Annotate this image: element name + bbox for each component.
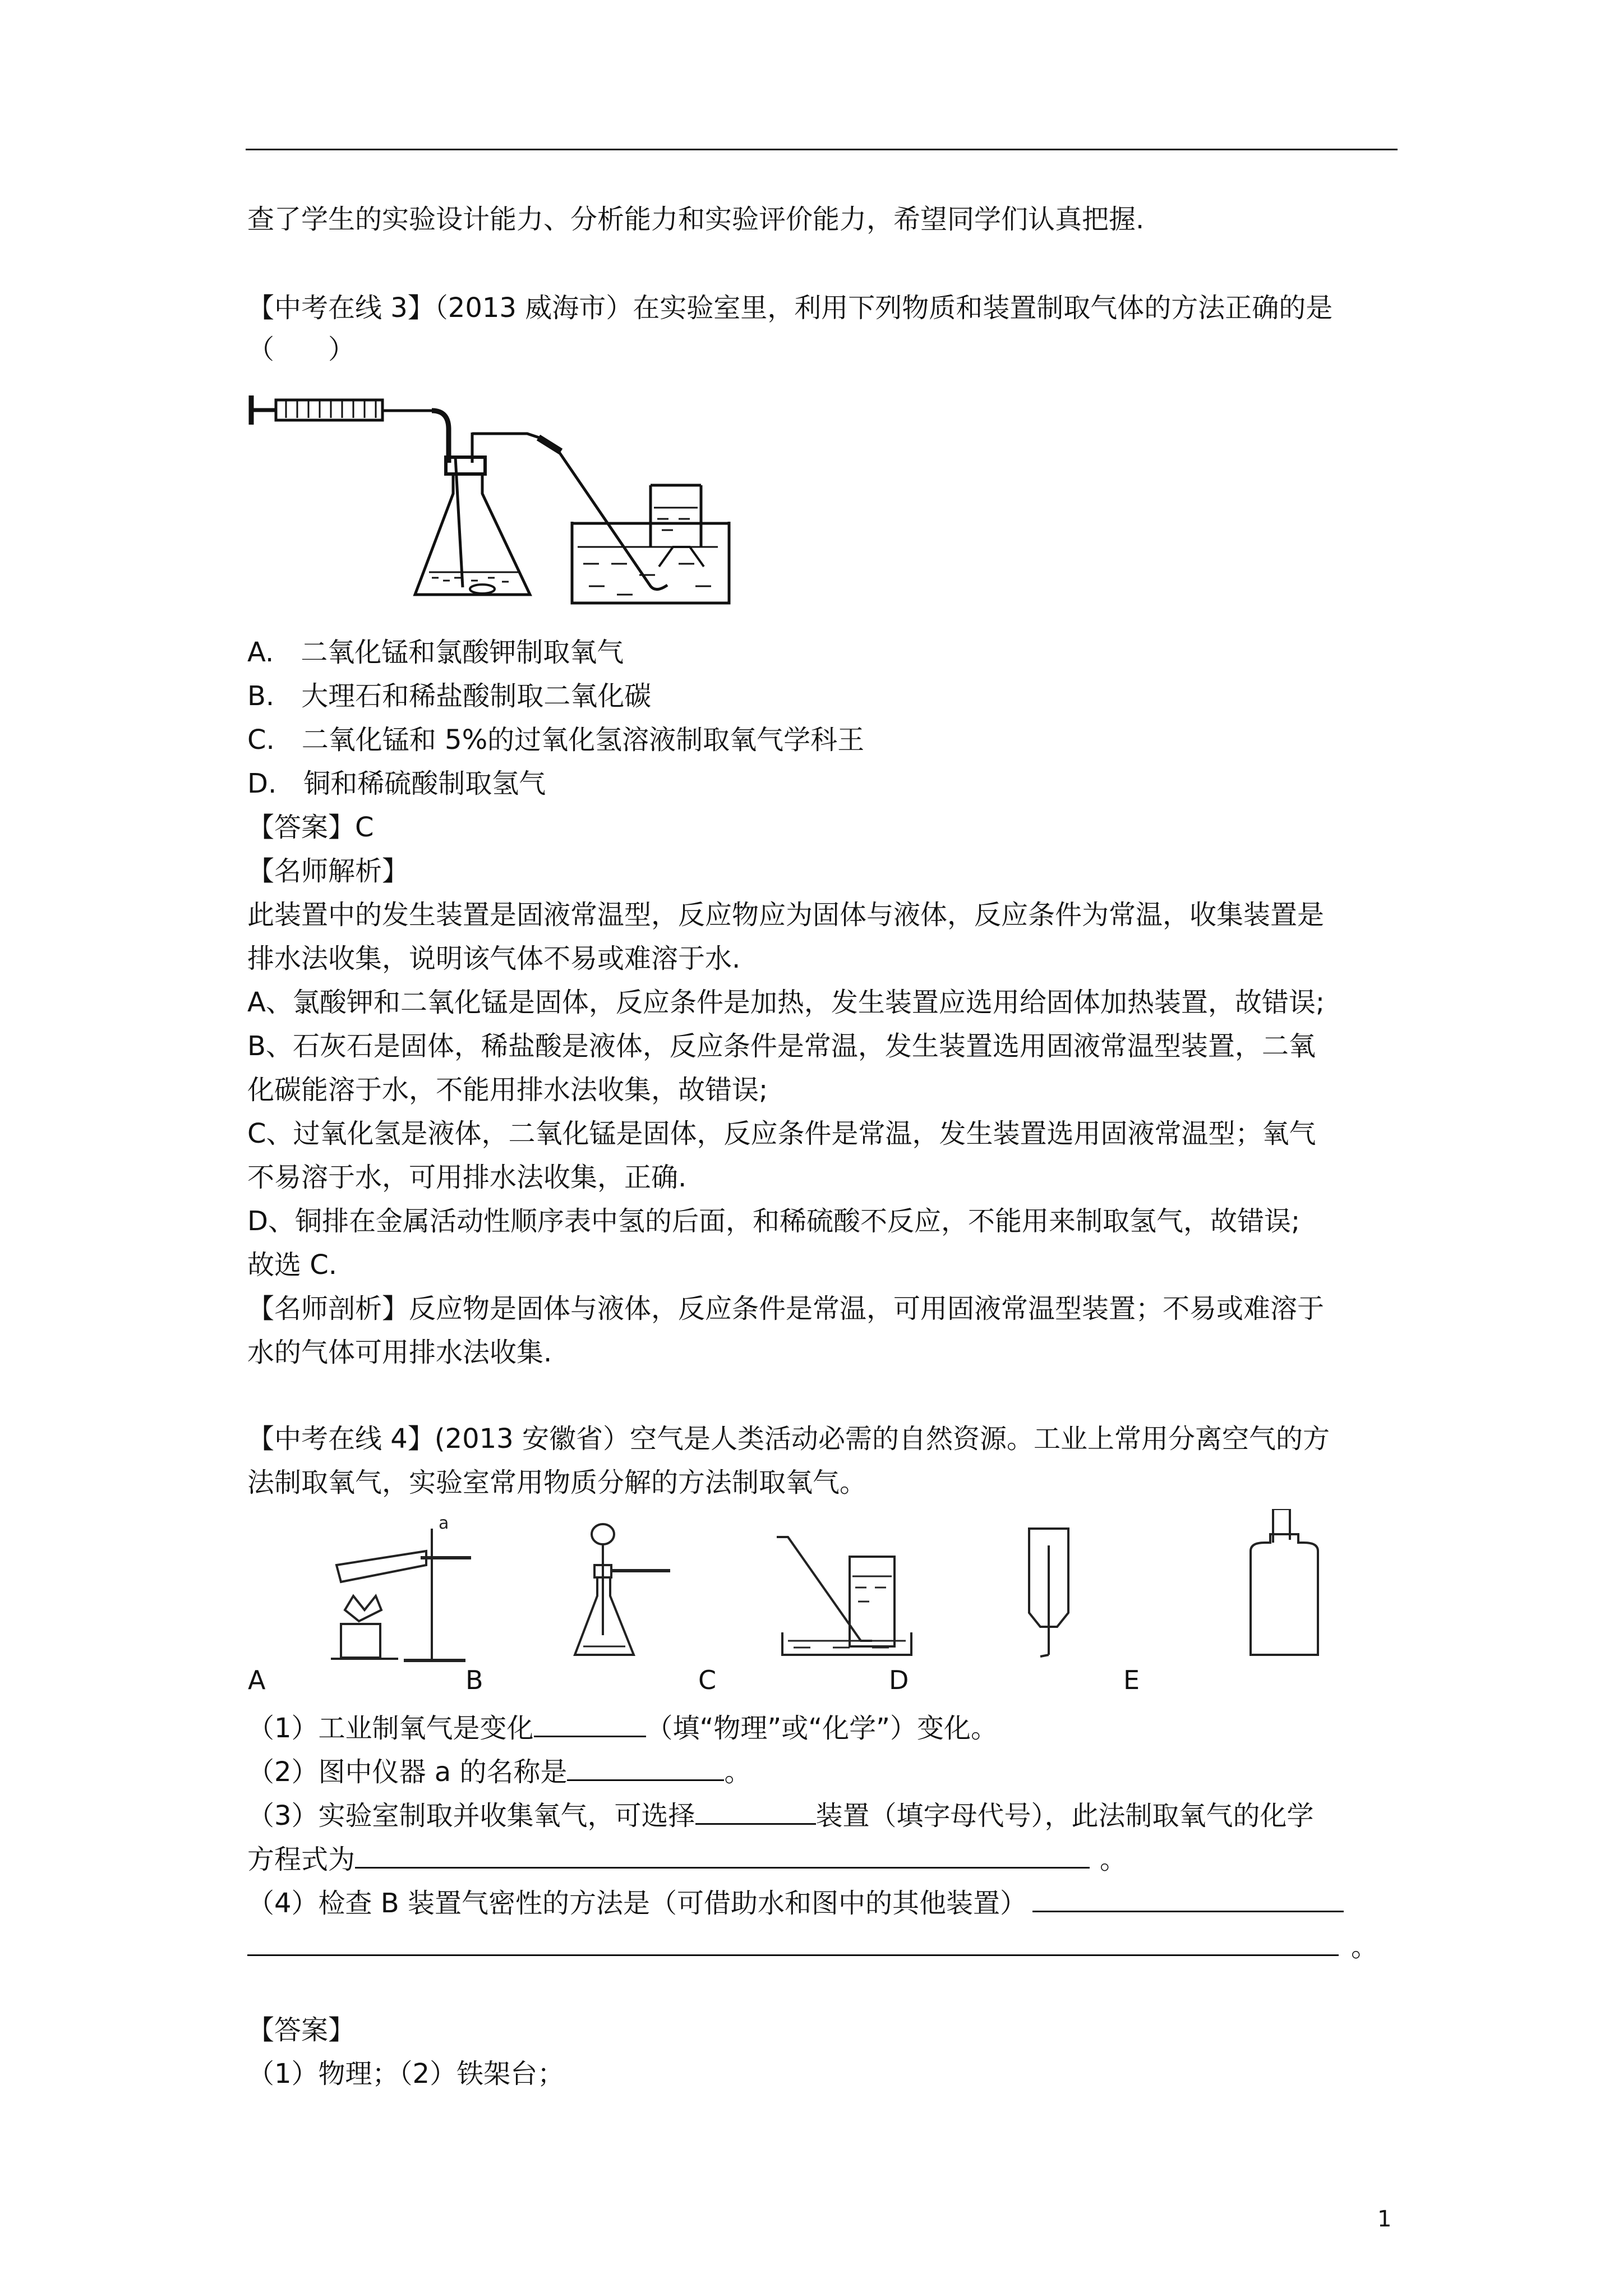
figure-label-a: A bbox=[248, 1665, 266, 1695]
q3-comment-line1: 【名师剖析】反应物是固体与液体，反应条件是常温，可用固液常温型装置；不易或难溶于 bbox=[247, 1293, 1325, 1324]
q4-sub4-blank-line2[interactable] bbox=[247, 1924, 1339, 1956]
q4-figure-a bbox=[320, 1512, 482, 1663]
q4-stem-line2: 法制取氧气，实验室常用物质分解的方法制取氧气。 bbox=[247, 1467, 867, 1498]
q3-option-b: B. 大理石和稀盐酸制取二氧化碳 bbox=[247, 680, 652, 712]
q3-stem-line2: （ ） bbox=[247, 334, 356, 365]
q4-sub4-line2 bbox=[247, 1924, 1398, 1970]
q4-sub3-blank[interactable] bbox=[695, 1793, 816, 1825]
q3-option-c: C. 二氧化锰和 5%的过氧化氢溶液制取氧气学科王 bbox=[247, 724, 865, 756]
q4-sub1-text-after: （填“物理”或“化学”）变化。 bbox=[645, 1713, 998, 1744]
q3-comment-line2: 水的气体可用排水法收集. bbox=[247, 1337, 552, 1368]
q4-sub4-end: 。 bbox=[1351, 1931, 1378, 1963]
q4-answer-line: （1）物理；（2）铁架台； bbox=[247, 2058, 565, 2090]
q3-stem-line1: 【中考在线 3】（2013 威海市）在实验室里，利用下列物质和装置制取气体的方法正确的是 bbox=[247, 292, 1333, 324]
q3-answer: 【答案】C bbox=[247, 812, 374, 843]
q4-sub3-text-after: 装置（填字母代号），此法制取氧气的化学 bbox=[815, 1800, 1314, 1832]
q4-sub1-text: （1）工业制氧气是变化 bbox=[247, 1713, 534, 1744]
q4-equation-blank[interactable] bbox=[355, 1837, 1090, 1869]
instrument-a-mark: a bbox=[439, 1513, 449, 1533]
page-number: 1 bbox=[1377, 2206, 1392, 2232]
q4-sub3-line2-end: 。 bbox=[1100, 1844, 1127, 1875]
q4-sub2-blank[interactable] bbox=[567, 1749, 724, 1781]
q3-analysis-line: 不易溶于水，可用排水法收集，正确. bbox=[247, 1162, 687, 1193]
header-rule bbox=[246, 149, 1398, 150]
q4-sub3-line2-text: 方程式为 bbox=[247, 1844, 356, 1875]
q4-sub2 bbox=[247, 1749, 1398, 1795]
figure-label-d: D bbox=[889, 1665, 909, 1695]
q4-sub4-blank[interactable] bbox=[1032, 1880, 1344, 1912]
figure-label-e: E bbox=[1123, 1665, 1140, 1695]
q4-sub4-text: （4）检查 B 装置气密性的方法是（可借助水和图中的其他装置） bbox=[247, 1888, 1027, 1919]
q4-sub2-text: （2）图中仪器 a 的名称是 bbox=[247, 1756, 568, 1788]
q4-sub3-line2 bbox=[247, 1837, 1398, 1883]
figure-label-c: C bbox=[698, 1665, 717, 1695]
q4-sub1-blank[interactable] bbox=[534, 1705, 646, 1737]
q4-sub3 bbox=[247, 1793, 1398, 1839]
q4-figure-e bbox=[1242, 1509, 1326, 1658]
q4-sub1 bbox=[247, 1705, 1398, 1751]
q4-figure-b bbox=[566, 1520, 695, 1663]
q4-figure-c bbox=[771, 1529, 917, 1658]
q4-stem-line1: 【中考在线 4】(2013 安徽省）空气是人类活动必需的自然资源。工业上常用分离空气的方 bbox=[247, 1423, 1330, 1455]
q3-analysis-line: C、过氧化氢是液体，二氧化锰是固体，反应条件是常温，发生装置选用固液常温型；氧气 bbox=[247, 1118, 1316, 1149]
q3-option-d: D. 铜和稀硫酸制取氢气 bbox=[247, 768, 546, 799]
q3-analysis-line: B、石灰石是固体，稀盐酸是液体，反应条件是常温，发生装置选用固液常温型装置，二氧 bbox=[247, 1030, 1316, 1062]
figure-label-b: B bbox=[465, 1665, 483, 1695]
q4-sub2-text-after: 。 bbox=[724, 1756, 751, 1788]
q3-analysis-line: A、氯酸钾和二氧化锰是固体，反应条件是加热，发生装置应选用给固体加热装置，故错误; bbox=[247, 987, 1325, 1018]
intro-text: 查了学生的实验设计能力、分析能力和实验评价能力，希望同学们认真把握. bbox=[247, 204, 1145, 235]
q3-analysis-line: D、铜排在金属活动性顺序表中氢的后面，和稀硫酸不反应，不能用来制取氢气，故错误; bbox=[247, 1205, 1301, 1237]
q3-analysis-line: 化碳能溶于水，不能用排水法收集，故错误; bbox=[247, 1074, 768, 1106]
q3-apparatus-figure bbox=[247, 379, 751, 617]
q3-analysis-title: 【名师解析】 bbox=[247, 855, 409, 887]
q3-analysis-line: 排水法收集，说明该气体不易或难溶于水. bbox=[247, 943, 741, 974]
q4-sub3-text: （3）实验室制取并收集氧气，可选择 bbox=[247, 1800, 695, 1832]
q4-answer-title: 【答案】 bbox=[247, 2014, 356, 2046]
q3-option-a: A. 二氧化锰和氯酸钾制取氧气 bbox=[247, 637, 624, 668]
q4-sub4 bbox=[247, 1880, 1398, 1926]
q4-figure-d bbox=[1018, 1523, 1080, 1663]
q3-analysis-line: 故选 C. bbox=[247, 1249, 338, 1281]
q3-analysis-line: 此装置中的发生装置是固液常温型，反应物应为固体与液体，反应条件为常温，收集装置是 bbox=[247, 899, 1325, 931]
